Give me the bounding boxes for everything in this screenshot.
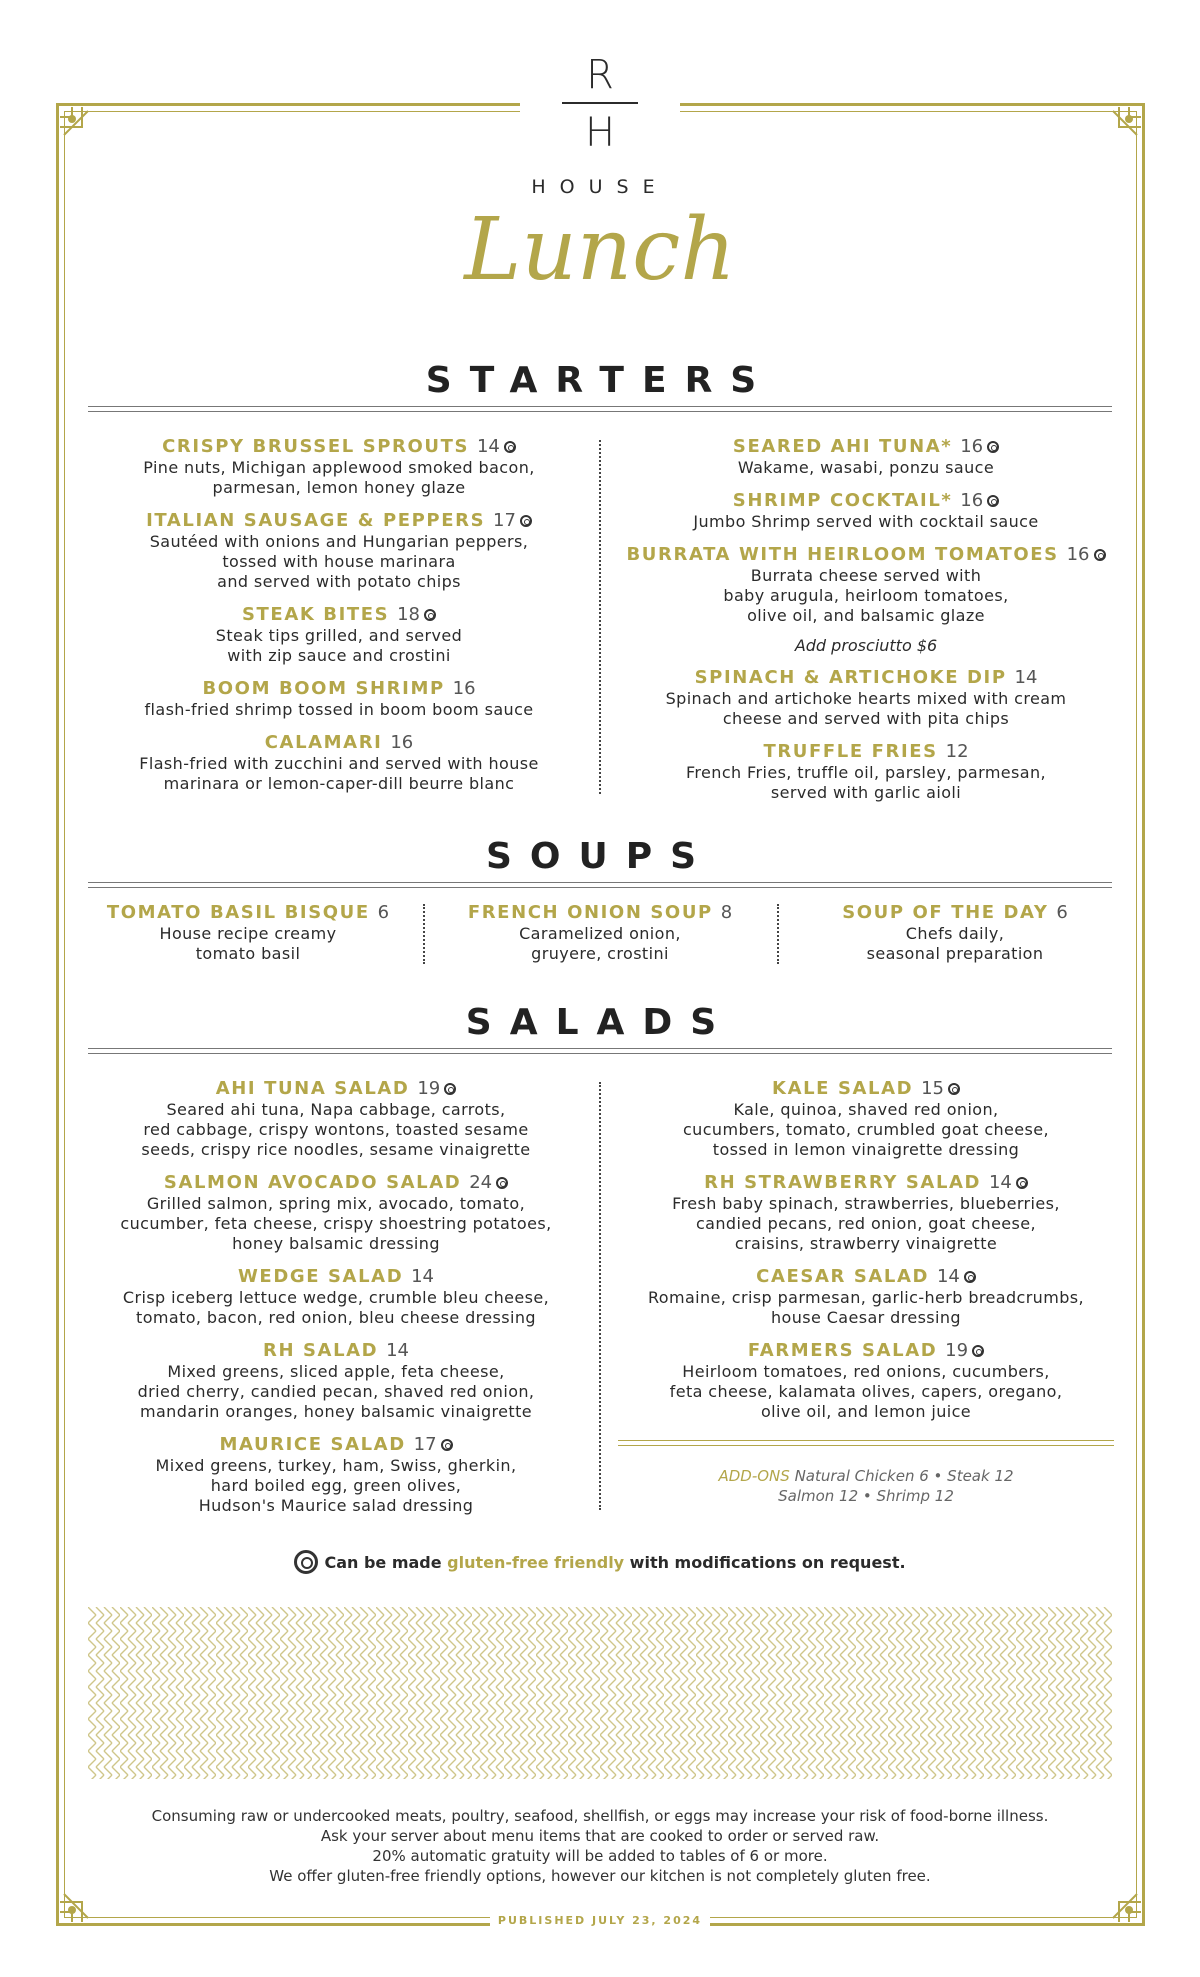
item-name: BOOM BOOM SHRIMP — [202, 678, 445, 699]
menu-item — [618, 741, 1114, 803]
gluten-free-icon — [444, 1083, 456, 1095]
disclaimer — [0, 1806, 1200, 1886]
item-price: 17 — [413, 1434, 437, 1455]
menu-item — [618, 667, 1114, 729]
soup-column-1 — [88, 902, 408, 976]
item-price: 16 — [960, 490, 984, 511]
item-price: 14 — [936, 1266, 960, 1287]
starters-title: STARTERS — [425, 360, 775, 401]
menu-item — [618, 1340, 1114, 1422]
item-price: 14 — [988, 1172, 1012, 1193]
item-name-line — [88, 1340, 584, 1362]
item-description: Seared ahi tuna, Napa cabbage, carrots, — [166, 1100, 506, 1119]
soups-title: SOUPS — [485, 836, 715, 877]
item-description: tomato basil — [195, 944, 301, 963]
menu-item — [618, 544, 1114, 626]
gluten-free-icon — [987, 441, 999, 453]
item-description: and served with potato chips — [217, 572, 461, 591]
gf-note-highlight: gluten-free friendly — [447, 1553, 625, 1572]
addons-line-1: Natural Chicken 6 • Steak 12 — [794, 1467, 1014, 1485]
soups-divider-2 — [777, 904, 779, 964]
item-price: 16 — [452, 678, 476, 699]
item-description: Kale, quinoa, shaved red onion, — [733, 1100, 999, 1119]
lunch-script-title: Lunch — [464, 200, 736, 300]
item-name-line — [618, 1172, 1114, 1194]
item-description: French Fries, truffle oil, parsley, parmesan, — [685, 763, 1047, 782]
item-name: SHRIMP COCKTAIL* — [732, 490, 953, 511]
item-description: Burrata cheese served with — [750, 566, 982, 585]
menu-item — [88, 1434, 584, 1516]
menu-item — [96, 732, 582, 794]
item-price: 14 — [476, 436, 500, 457]
disclaimer-line: Ask your server about menu items that are cooked to order or served raw. — [320, 1827, 880, 1845]
item-description: served with garlic aioli — [770, 783, 962, 802]
item-price: 24 — [469, 1172, 493, 1193]
item-price: 15 — [921, 1078, 944, 1099]
item-name-line — [795, 902, 1115, 924]
item-description: candied pecans, red onion, goat cheese, — [695, 1214, 1037, 1233]
salads-title: SALADS — [465, 1002, 735, 1043]
item-name-line — [618, 1078, 1114, 1100]
gluten-free-icon — [496, 1177, 508, 1189]
gluten-free-icon — [520, 515, 532, 527]
item-description: Mixed greens, turkey, ham, Swiss, gherkin, — [155, 1456, 517, 1475]
logo-letter-h: H — [584, 110, 616, 156]
item-description: red cabbage, crispy wontons, toasted sesame — [143, 1120, 529, 1139]
item-description: mandarin oranges, honey balsamic vinaigrette — [139, 1402, 532, 1421]
item-description: dried cherry, candied pecan, shaved red onion, — [137, 1382, 535, 1401]
item-description: cucumber, feta cheese, crispy shoestring potatoes, — [120, 1214, 552, 1233]
starters-right-column — [618, 436, 1114, 815]
item-name: SALMON AVOCADO SALAD — [163, 1172, 462, 1193]
corner-ornament-icon — [1083, 105, 1143, 165]
item-name-line — [88, 1434, 584, 1456]
item-note: Add prosciutto $6 — [794, 636, 938, 655]
item-name-line — [88, 902, 408, 924]
item-name-line — [96, 604, 582, 626]
item-description: Spinach and artichoke hearts mixed with cream — [665, 689, 1067, 708]
item-name: SOUP OF THE DAY — [842, 902, 1049, 923]
gluten-free-icon — [964, 1271, 976, 1283]
item-name-line — [618, 1340, 1114, 1362]
menu-item — [96, 436, 582, 498]
item-name: BURRATA WITH HEIRLOOM TOMATOES — [626, 544, 1059, 565]
item-description: olive oil, and lemon juice — [760, 1402, 972, 1421]
item-name: TRUFFLE FRIES — [763, 741, 938, 762]
gluten-free-icon — [294, 1550, 318, 1574]
item-description: Wakame, wasabi, ponzu sauce — [737, 458, 995, 477]
item-name: FARMERS SALAD — [747, 1340, 938, 1361]
menu-item — [440, 902, 760, 964]
item-name-line — [618, 667, 1114, 689]
menu-item — [96, 510, 582, 592]
item-description: Mixed greens, sliced apple, feta cheese, — [167, 1362, 505, 1381]
item-description: Romaine, crisp parmesan, garlic-herb breadcrumbs, — [648, 1288, 1084, 1307]
item-description: baby arugula, heirloom tomatoes, — [723, 586, 1009, 605]
house-label: HOUSE — [531, 176, 669, 198]
gluten-free-note — [0, 1550, 1200, 1574]
logo-divider — [562, 102, 638, 104]
menu-item — [618, 1172, 1114, 1254]
menu-item — [618, 490, 1114, 532]
item-description: parmesan, lemon honey glaze — [212, 478, 466, 497]
published-date: PUBLISHED JULY 23, 2024 — [497, 1914, 703, 1927]
disclaimer-line: We offer gluten-free friendly options, however our kitchen is not completely gluten free. — [269, 1867, 931, 1885]
item-name-line — [618, 741, 1114, 763]
item-name: RH STRAWBERRY SALAD — [704, 1172, 982, 1193]
item-description: hard boiled egg, green olives, — [210, 1476, 462, 1495]
item-description: flash-fried shrimp tossed in boom boom sauce — [144, 700, 534, 719]
menu-item — [96, 678, 582, 720]
item-description: gruyere, crostini — [531, 944, 669, 963]
salads-right-column — [618, 1078, 1114, 1434]
item-name: CALAMARI — [264, 732, 383, 753]
gluten-free-icon — [441, 1439, 453, 1451]
menu-item — [88, 1340, 584, 1422]
item-name: WEDGE SALAD — [237, 1266, 404, 1287]
item-description: cucumbers, tomato, crumbled goat cheese, — [682, 1120, 1050, 1139]
item-name: TOMATO BASIL BISQUE — [106, 902, 370, 923]
item-name: ITALIAN SAUSAGE & PEPPERS — [146, 510, 486, 531]
item-description: Jumbo Shrimp served with cocktail sauce — [693, 512, 1039, 531]
item-name-line — [88, 1172, 584, 1194]
logo-letter-r: R — [586, 52, 614, 98]
salads-divider — [599, 1082, 601, 1510]
item-price: 16 — [960, 436, 984, 457]
addons-label: ADD-ONS — [718, 1467, 790, 1485]
item-description: honey balsamic dressing — [232, 1234, 440, 1253]
item-name: MAURICE SALAD — [219, 1434, 406, 1455]
soup-column-2 — [440, 902, 760, 976]
gluten-free-icon — [504, 441, 516, 453]
item-name: KALE SALAD — [772, 1078, 914, 1099]
item-name-line — [618, 544, 1114, 566]
item-description: feta cheese, kalamata olives, capers, oregano, — [669, 1382, 1063, 1401]
item-price: 6 — [377, 902, 390, 923]
chevron-pattern — [88, 1607, 1112, 1779]
salads-rule — [88, 1048, 1112, 1054]
gluten-free-icon — [424, 609, 436, 621]
item-price: 14 — [411, 1266, 435, 1287]
item-name-line — [440, 902, 760, 924]
menu-item — [618, 1266, 1114, 1328]
item-name: FRENCH ONION SOUP — [467, 902, 713, 923]
gluten-free-icon — [972, 1345, 984, 1357]
item-description: Steak tips grilled, and served — [215, 626, 463, 645]
starters-rule — [88, 406, 1112, 412]
item-name-line — [96, 436, 582, 458]
item-price: 8 — [720, 902, 733, 923]
menu-item — [96, 604, 582, 666]
gf-note-post: with modifications on request. — [624, 1553, 906, 1572]
menu-item — [795, 902, 1115, 964]
item-price: 16 — [390, 732, 414, 753]
item-name-line — [96, 510, 582, 532]
item-description: Flash-fried with zucchini and served with house — [139, 754, 539, 773]
item-name-line — [96, 732, 582, 754]
item-description: marinara or lemon-caper-dill beurre blanc — [163, 774, 515, 793]
item-name-line — [96, 678, 582, 700]
item-description: with zip sauce and crostini — [227, 646, 451, 665]
item-description: Heirloom tomatoes, red onions, cucumbers, — [682, 1362, 1050, 1381]
item-description: tossed with house marinara — [222, 552, 456, 571]
item-description: seeds, crispy rice noodles, sesame vinaigrette — [141, 1140, 531, 1159]
item-price: 19 — [417, 1078, 441, 1099]
item-description: Fresh baby spinach, strawberries, blueberries, — [672, 1194, 1060, 1213]
item-description: Hudson's Maurice salad dressing — [198, 1496, 474, 1515]
item-price: 16 — [1066, 544, 1090, 565]
item-name-line — [88, 1266, 584, 1288]
item-name: AHI TUNA SALAD — [215, 1078, 410, 1099]
item-description: House recipe creamy — [159, 924, 337, 943]
soup-column-3 — [795, 902, 1115, 976]
addons-box — [618, 1466, 1114, 1506]
item-name-line — [88, 1078, 584, 1100]
item-price: 14 — [386, 1340, 409, 1361]
item-name-line — [618, 1266, 1114, 1288]
soups-divider-1 — [423, 904, 425, 964]
salads-left-column — [88, 1078, 584, 1528]
item-name-line — [618, 436, 1114, 458]
item-description: olive oil, and balsamic glaze — [747, 606, 985, 625]
menu-item — [88, 1172, 584, 1254]
starters-divider — [599, 440, 601, 794]
menu-item — [88, 902, 408, 964]
item-description: Caramelized onion, — [519, 924, 681, 943]
item-price: 12 — [945, 741, 969, 762]
item-price: 14 — [1014, 667, 1038, 688]
item-description: Sautéed with onions and Hungarian peppers, — [149, 532, 529, 551]
item-name: CAESAR SALAD — [756, 1266, 930, 1287]
menu-item — [88, 1266, 584, 1328]
menu-item — [88, 1078, 584, 1160]
rh-logo — [540, 52, 660, 156]
item-description: Pine nuts, Michigan applewood smoked bacon, — [143, 458, 535, 477]
gluten-free-icon — [1094, 549, 1106, 561]
menu-item — [618, 1078, 1114, 1160]
soups-rule — [88, 882, 1112, 888]
menu-item — [618, 436, 1114, 478]
item-description: craisins, strawberry vinaigrette — [734, 1234, 998, 1253]
item-description: Grilled salmon, spring mix, avocado, tomato, — [146, 1194, 526, 1213]
disclaimer-line: 20% automatic gratuity will be added to tables of 6 or more. — [372, 1847, 828, 1865]
starters-left-column — [96, 436, 582, 806]
item-description: seasonal preparation — [866, 944, 1044, 963]
item-description: tomato, bacon, red onion, bleu cheese dressing — [136, 1308, 536, 1327]
item-name: SEARED AHI TUNA* — [732, 436, 953, 457]
gluten-free-icon — [987, 495, 999, 507]
item-name: CRISPY BRUSSEL SPROUTS — [162, 436, 470, 457]
item-price: 17 — [493, 510, 516, 531]
item-description: house Caesar dressing — [770, 1308, 961, 1327]
gf-note-pre: Can be made — [324, 1553, 448, 1572]
item-name: SPINACH & ARTICHOKE DIP — [694, 667, 1007, 688]
item-description: Chefs daily, — [905, 924, 1005, 943]
item-name-line — [618, 490, 1114, 512]
disclaimer-line: Consuming raw or undercooked meats, poultry, seafood, shellfish, or eggs may increase your risk of food-borne illness. — [151, 1807, 1049, 1825]
corner-ornament-icon — [58, 105, 118, 165]
item-description: cheese and served with pita chips — [722, 709, 1010, 728]
item-price: 6 — [1056, 902, 1068, 923]
item-price: 19 — [945, 1340, 969, 1361]
gluten-free-icon — [1016, 1177, 1028, 1189]
item-description: Crisp iceberg lettuce wedge, crumble bleu cheese, — [122, 1288, 550, 1307]
item-price: 18 — [397, 604, 421, 625]
item-name: RH SALAD — [262, 1340, 379, 1361]
gluten-free-icon — [948, 1083, 960, 1095]
addons-line-2: Salmon 12 • Shrimp 12 — [778, 1487, 954, 1505]
addons-rule — [618, 1440, 1114, 1446]
item-description: tossed in lemon vinaigrette dressing — [712, 1140, 1020, 1159]
item-name: STEAK BITES — [241, 604, 390, 625]
